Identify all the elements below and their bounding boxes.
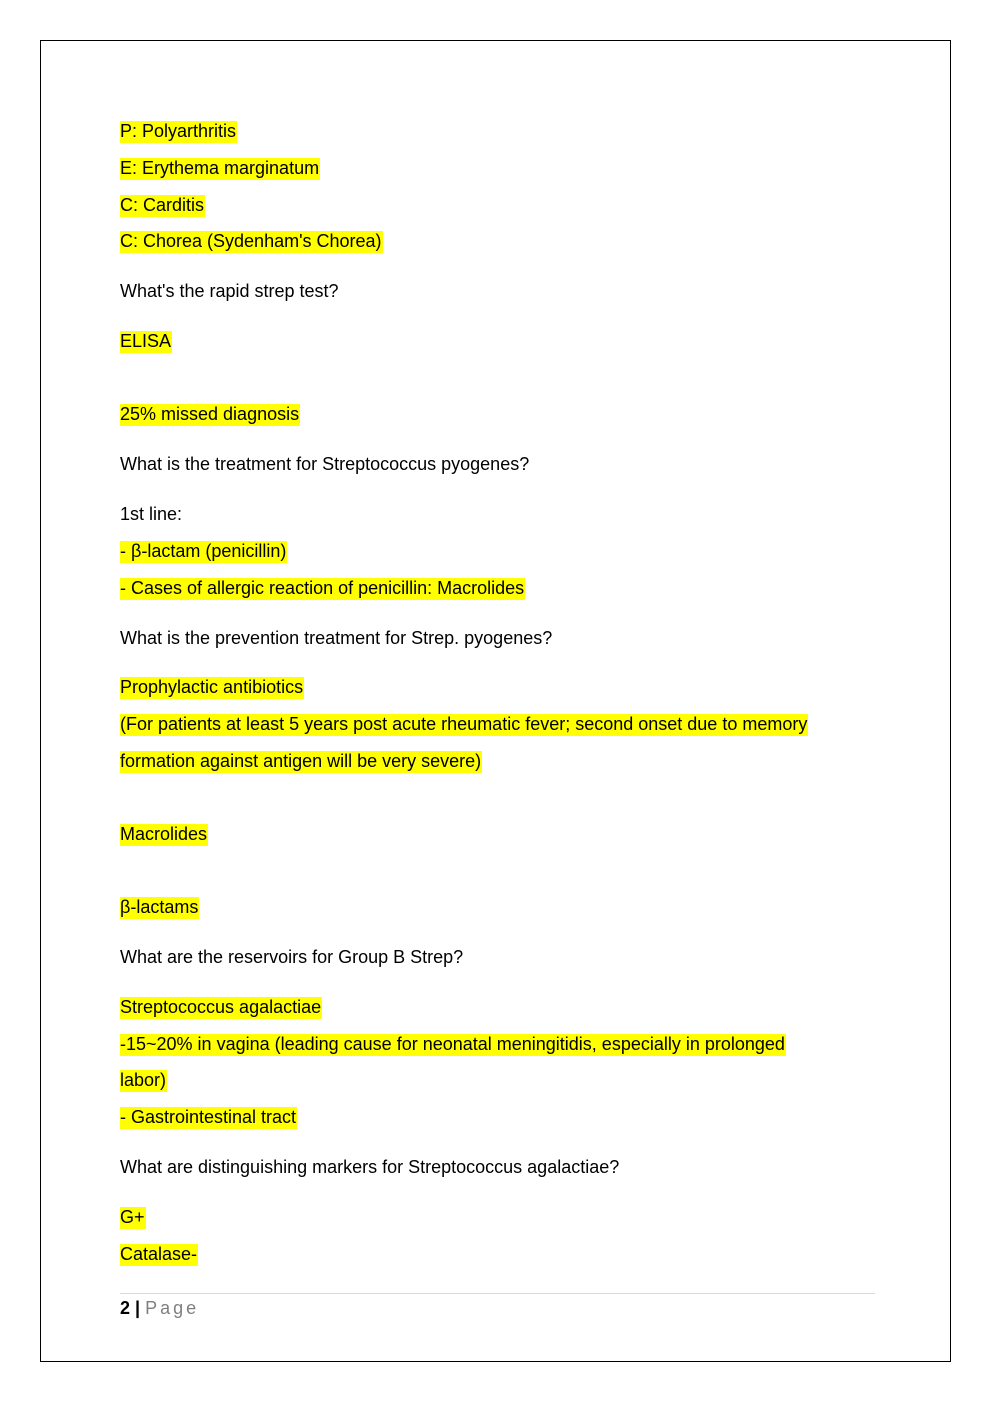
question-rapid-strep: What's the rapid strep test? — [120, 281, 339, 301]
answer-beta-lactams — [120, 896, 199, 918]
highlighted-text: C: Carditis — [120, 195, 205, 215]
question-markers: What are distinguishing markers for Streptococcus agalactiae? — [120, 1157, 620, 1177]
highlighted-text: Prophylactic antibiotics — [120, 677, 304, 697]
line-erythema — [120, 157, 320, 179]
line-chorea — [120, 230, 383, 252]
answer-catalase — [120, 1243, 198, 1265]
page-footer — [120, 1297, 199, 1319]
highlighted-text: - Cases of allergic reaction of penicillin: Macrolides — [120, 578, 525, 598]
answer-agalactiae — [120, 996, 322, 1018]
highlighted-text: labor) — [120, 1070, 167, 1090]
answer-prophylactic-note-1 — [120, 713, 808, 735]
highlighted-text: -15~20% in vagina (leading cause for neonatal meningitidis, especially in prolonged — [120, 1034, 785, 1054]
highlighted-text: formation against antigen will be very severe) — [120, 751, 482, 771]
question-treatment: What is the treatment for Streptococcus pyogenes? — [120, 454, 530, 474]
question-prevention: What is the prevention treatment for Strep. pyogenes? — [120, 628, 553, 648]
highlighted-text: E: Erythema marginatum — [120, 158, 320, 178]
footer-divider — [120, 1293, 875, 1294]
answer-beta-lactam — [120, 540, 287, 562]
answer-prophylactic — [120, 676, 304, 698]
answer-prophylactic-note-2 — [120, 750, 482, 772]
highlighted-text: Streptococcus agalactiae — [120, 997, 322, 1017]
highlighted-text: Macrolides — [120, 824, 208, 844]
highlighted-text: - Gastrointestinal tract — [120, 1107, 297, 1127]
question-reservoirs: What are the reservoirs for Group B Strep? — [120, 947, 464, 967]
highlighted-text: P: Polyarthritis — [120, 121, 237, 141]
footer-separator: | — [135, 1298, 141, 1318]
highlighted-text: β-lactams — [120, 897, 199, 917]
highlighted-text: - β-lactam (penicillin) — [120, 541, 287, 561]
highlighted-text: 25% missed diagnosis — [120, 404, 300, 424]
answer-gi-tract — [120, 1106, 297, 1128]
answer-gram-positive — [120, 1206, 146, 1228]
answer-macrolides — [120, 823, 208, 845]
answer-labor — [120, 1069, 167, 1091]
highlighted-text: ELISA — [120, 331, 172, 351]
answer-vagina — [120, 1033, 786, 1055]
page-label: Page — [145, 1298, 200, 1318]
highlighted-text: Catalase- — [120, 1244, 198, 1264]
answer-missed-diagnosis — [120, 403, 300, 425]
highlighted-text: C: Chorea (Sydenham's Chorea) — [120, 231, 382, 251]
line-carditis — [120, 194, 205, 216]
highlighted-text: G+ — [120, 1207, 145, 1227]
label-first-line: 1st line: — [120, 504, 183, 524]
line-polyarthritis — [120, 120, 237, 142]
answer-macrolides-allergy — [120, 577, 525, 599]
answer-elisa — [120, 330, 172, 352]
highlighted-text: (For patients at least 5 years post acute rheumatic fever; second onset due to memory — [120, 714, 808, 734]
page-number: 2 — [120, 1298, 131, 1318]
